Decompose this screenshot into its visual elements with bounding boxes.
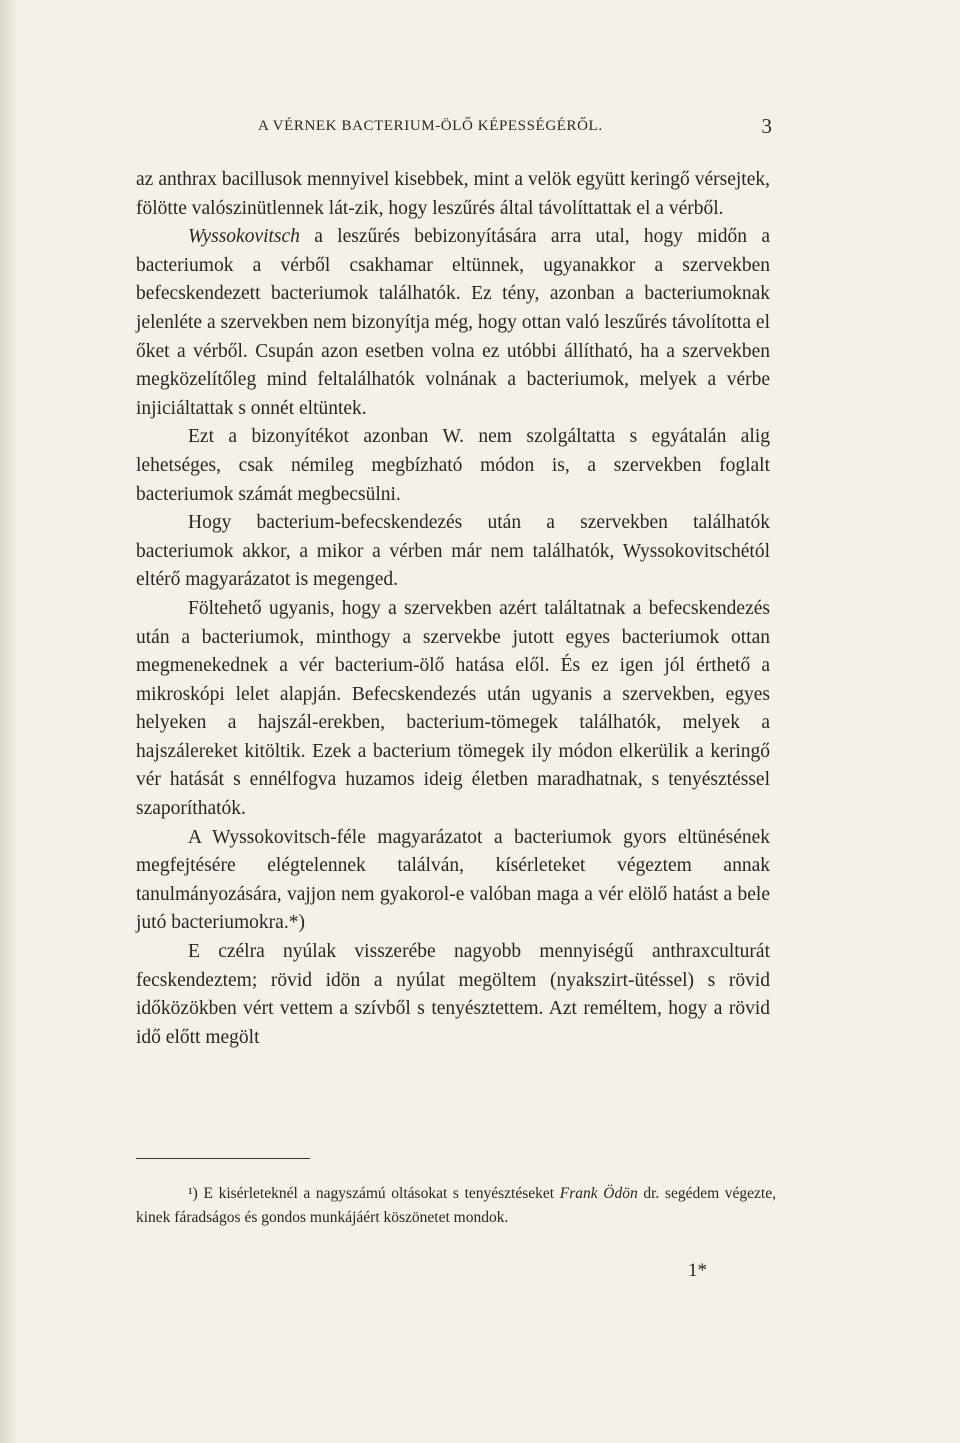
- paragraph-seg: E czélra nyúlak visszerébe nagyobb mennyiségű anthraxculturát fecskendeztem; rövid idön a nyúlat megöltem (nyakszirt-ütéssel) s rövid időközökben vért vettem a szívből s tenyésztettem. Azt reméltem, hogy a rövid idő előtt megölt: [136, 941, 770, 1048]
- paragraph: [136, 223, 770, 423]
- paragraph-seg: Föltehető ugyanis, hogy a szervekben azért találtatnak a befecskendezés után a bacteriumok, minthogy a szervekbe jutott egyes bacteriumok ottan megmenekednek a vér bacterium-ölő hatása elől. És ez igen jól érthető a mikroskópi lelet alapján. Befecskendezés után ugyanis a szervekben, egyes helyeken a hajszál-erekben, bacterium-tömegek találhatók, melyek a hajszálereket kitöltik. Ezek a bacterium tömegek ily módon elkerülik a keringő vér hatását s ennélfogva huzamos ideig életben maradhatnak, s tenyésztéssel szaporíthatók.: [136, 597, 770, 820]
- paragraph: [136, 824, 770, 938]
- page-number: 3: [761, 114, 772, 138]
- footnote-seg: E kisérleteknél a nagyszámú oltásokat s tenyésztéseket: [197, 1185, 560, 1202]
- paragraph: [136, 423, 770, 509]
- running-header: [258, 114, 772, 144]
- running-title: A VÉRNEK BACTERIUM-ÖLŐ KÉPESSÉGÉRŐL.: [258, 118, 603, 134]
- footnote-paragraph: [136, 1182, 776, 1230]
- paragraph: [136, 595, 770, 824]
- paragraph-seg: A Wyssokovitsch-féle magyarázatot a bacteriumok gyors eltünésének megfejtésére elégtelennek találván, kísérleteket végeztem annak tanulmányozására, vajjon nem gyakorol-e valóban maga a vér elölő hatást a bele jutó bacteriumokra.*): [136, 826, 770, 934]
- footnote-rule: [136, 1158, 310, 1159]
- page-edge-shadow: [0, 0, 18, 1443]
- paragraph: [136, 938, 770, 1052]
- body-text: [136, 166, 770, 1052]
- footnote: [136, 1182, 776, 1230]
- paragraph-seg: Ezt a bizonyítékot azonban W. nem szolgáltatta s egyátalán alig lehetséges, csak némileg megbízható módon is, a szervekben foglalt bacteriumok számát megbecsülni.: [136, 426, 770, 505]
- footnote-marker: ¹): [188, 1185, 198, 1202]
- footnote-seg: dr. segédem végezte, kinek fáradságos és gondos munkájáért köszönetet mondok.: [136, 1185, 776, 1226]
- footnote-seg-italic: Frank Ödön: [559, 1185, 638, 1202]
- paragraph-seg: az anthrax bacillusok mennyivel kisebbek, mint a velök együtt keringő vérsejtek, fölötte valószinütlennek lát-zik, hogy leszűrés által távolíttattak el a vérből.: [136, 169, 770, 219]
- signature-mark: 1*: [688, 1260, 707, 1281]
- paragraph-seg: a leszűrés bebizonyítására arra utal, hogy midőn a bacteriumok a vérből csakhamar eltünnek, ugyanakkor a szervekben befecskendezett bacteriumok találhatók. Ez tény, azonban a bacteriumoknak jelenléte a szervekben nem bizonyítja még, hogy ottan való leszűrés távolította el őket a vérből. Csupán azon esetben volna ez utóbbi állítható, ha a szervekben megközelítőleg mind feltalálhatók volnának a bacteriumok, melyek a vérbe injiciáltattak s onnét eltüntek.: [136, 226, 770, 419]
- paragraph: [136, 166, 770, 223]
- paragraph-seg: Hogy bacterium-befecskendezés után a szervekben találhatók bacteriumok akkor, a mikor a vérben már nem találhatók, Wyssokovitschétól eltérő magyarázatot is megenged.: [136, 512, 770, 591]
- paragraph: [136, 509, 770, 595]
- paragraph-seg-italic: Wyssokovitsch: [188, 226, 300, 248]
